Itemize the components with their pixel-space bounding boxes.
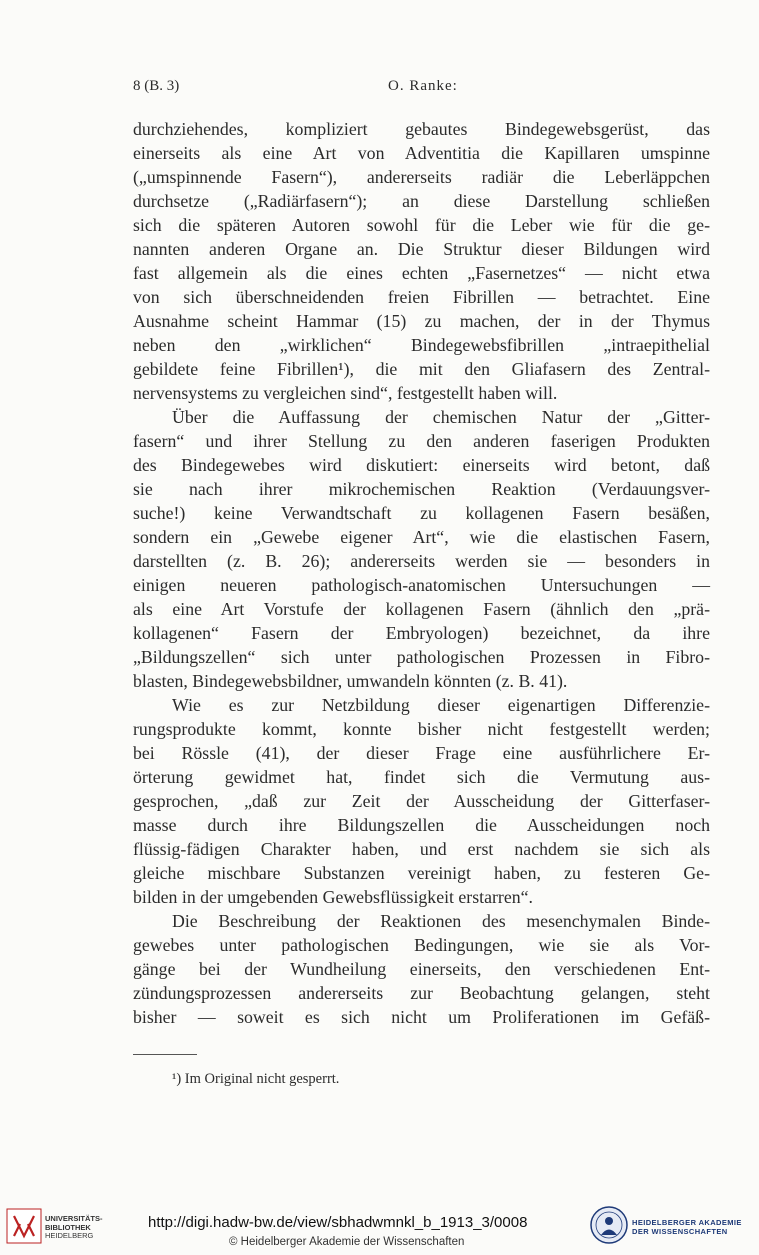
text-line: blasten, Bindegewebsbildner, umwandeln könnten (z. B. 41). bbox=[133, 671, 568, 691]
text-line: gewebes unter pathologischen Bedingungen, wie sie als Vor- bbox=[133, 935, 710, 955]
text-line: fasern“ und ihrer Stellung zu den anderen faserigen Produkten bbox=[133, 431, 710, 451]
page-number: 8 (B. 3) bbox=[133, 78, 180, 94]
text-line: neben den „wirklichen“ Bindegewebsfibrillen „intraepithelial bbox=[133, 335, 710, 355]
text-line: sich die späteren Autoren sowohl für die Leber wie für die ge- bbox=[133, 215, 710, 235]
text-line: „Bildungszellen“ sich unter pathologischen Prozessen in Fibro- bbox=[133, 647, 710, 667]
text-line: kollagenen“ Fasern der Embryologen) bezeichnet, da ihre bbox=[133, 623, 710, 643]
text-line: gleiche mischbare Substanzen vereinigt haben, zu festeren Ge- bbox=[133, 863, 710, 883]
text-line: einigen neueren pathologisch-anatomischen Untersuchungen — bbox=[133, 575, 710, 595]
text-line: einerseits als eine Art von Adventitia die Kapillaren umspinne bbox=[133, 143, 710, 163]
body-text bbox=[133, 117, 710, 1029]
running-head: O. Ranke: bbox=[388, 78, 458, 94]
inst-left-line-3: HEIDELBERG bbox=[45, 1231, 94, 1240]
text-line: bei Rössle (41), der dieser Frage eine ausführlichere Er- bbox=[133, 743, 710, 763]
text-line: masse durch ihre Bildungszellen die Ausscheidungen noch bbox=[133, 815, 710, 835]
text-line: Über die Auffassung der chemischen Natur der „Gitter- bbox=[172, 407, 710, 427]
page-header bbox=[133, 78, 710, 100]
text-line: darstellten (z. B. 26); andererseits werden sie — besonders in bbox=[133, 551, 710, 571]
text-line: fast allgemein als die eines echten „Fasernetzes“ — nicht etwa bbox=[133, 263, 710, 283]
academy-name-line-1: HEIDELBERGER AKADEMIE bbox=[632, 1218, 742, 1227]
text-line: („umspinnende Fasern“), andererseits radiär die Leberläppchen bbox=[133, 167, 710, 187]
text-line: Ausnahme scheint Hammar (15) zu machen, der in der Thymus bbox=[133, 311, 710, 331]
text-line: rungsprodukte kommt, konnte bisher nicht festgestellt werden; bbox=[133, 719, 710, 739]
text-line: durchziehendes, kompliziert gebautes Bindegewebsgerüst, das bbox=[133, 119, 710, 139]
academy-name-line-2: DER WISSENSCHAFTEN bbox=[632, 1227, 728, 1236]
permalink-url[interactable]: http://digi.hadw-bw.de/view/sbhadwmnkl_b_1913_3/0008 bbox=[148, 1214, 528, 1231]
text-line: durchsetze („Radiärfasern“); an diese Darstellung schließen bbox=[133, 191, 710, 211]
text-line: gesprochen, „daß zur Zeit der Ausscheidung der Gitterfaser- bbox=[133, 791, 710, 811]
text-line: nervensystems zu vergleichen sind“, festgestellt haben will. bbox=[133, 383, 558, 403]
text-line: Die Beschreibung der Reaktionen des mesenchymalen Binde- bbox=[172, 911, 710, 931]
text-line: gänge bei der Wundheilung einerseits, den verschiedenen Ent- bbox=[133, 959, 710, 979]
footer-bar bbox=[0, 1200, 759, 1255]
university-library-logo-icon bbox=[6, 1208, 42, 1244]
text-line: bilden in der umgebenden Gewebsflüssigkeit erstarren“. bbox=[133, 887, 533, 907]
text-line: bisher — soweit es sich nicht um Proliferationen im Gefäß- bbox=[133, 1007, 710, 1027]
text-line: örterung gewidmet hat, findet sich die Vermutung aus- bbox=[133, 767, 710, 787]
text-line: suche!) keine Verwandtschaft zu kollagenen Fasern besäßen, bbox=[133, 503, 710, 523]
academy-seal-icon bbox=[590, 1206, 628, 1244]
inst-left-line-2: BIBLIOTHEK bbox=[45, 1222, 91, 1232]
footnote: ¹) Im Original nicht gesperrt. bbox=[172, 1071, 340, 1087]
inst-left-line-1: UNIVERSITÄTS- bbox=[45, 1214, 103, 1223]
academy-name bbox=[632, 1218, 742, 1236]
text-line: Wie es zur Netzbildung dieser eigenartigen Differenzie- bbox=[172, 695, 710, 715]
text-line: zündungsprozessen andererseits zur Beobachtung gelangen, steht bbox=[133, 983, 710, 1003]
text-line: nannten anderen Organe an. Die Struktur dieser Bildungen wird bbox=[133, 239, 710, 259]
footnote-rule bbox=[133, 1054, 197, 1055]
text-line: des Bindegewebes wird diskutiert: einerseits wird betont, daß bbox=[133, 455, 710, 475]
text-line: gebildete feine Fibrillen¹), die mit den Gliafasern des Zentral- bbox=[133, 359, 710, 379]
copyright-notice: © Heidelberger Akademie der Wissenschaften bbox=[229, 1236, 465, 1248]
university-library-name bbox=[45, 1215, 103, 1241]
text-line: flüssig-fädigen Charakter haben, und erst nachdem sie sich als bbox=[133, 839, 710, 859]
text-line: sie nach ihrer mikrochemischen Reaktion (Verdauungsver- bbox=[133, 479, 710, 499]
text-line: als eine Art Vorstufe der kollagenen Fasern (ähnlich den „prä- bbox=[133, 599, 710, 619]
text-line: von sich überschneidenden freien Fibrillen — betrachtet. Eine bbox=[133, 287, 710, 307]
text-line: sondern ein „Gewebe eigener Art“, wie die elastischen Fasern, bbox=[133, 527, 710, 547]
